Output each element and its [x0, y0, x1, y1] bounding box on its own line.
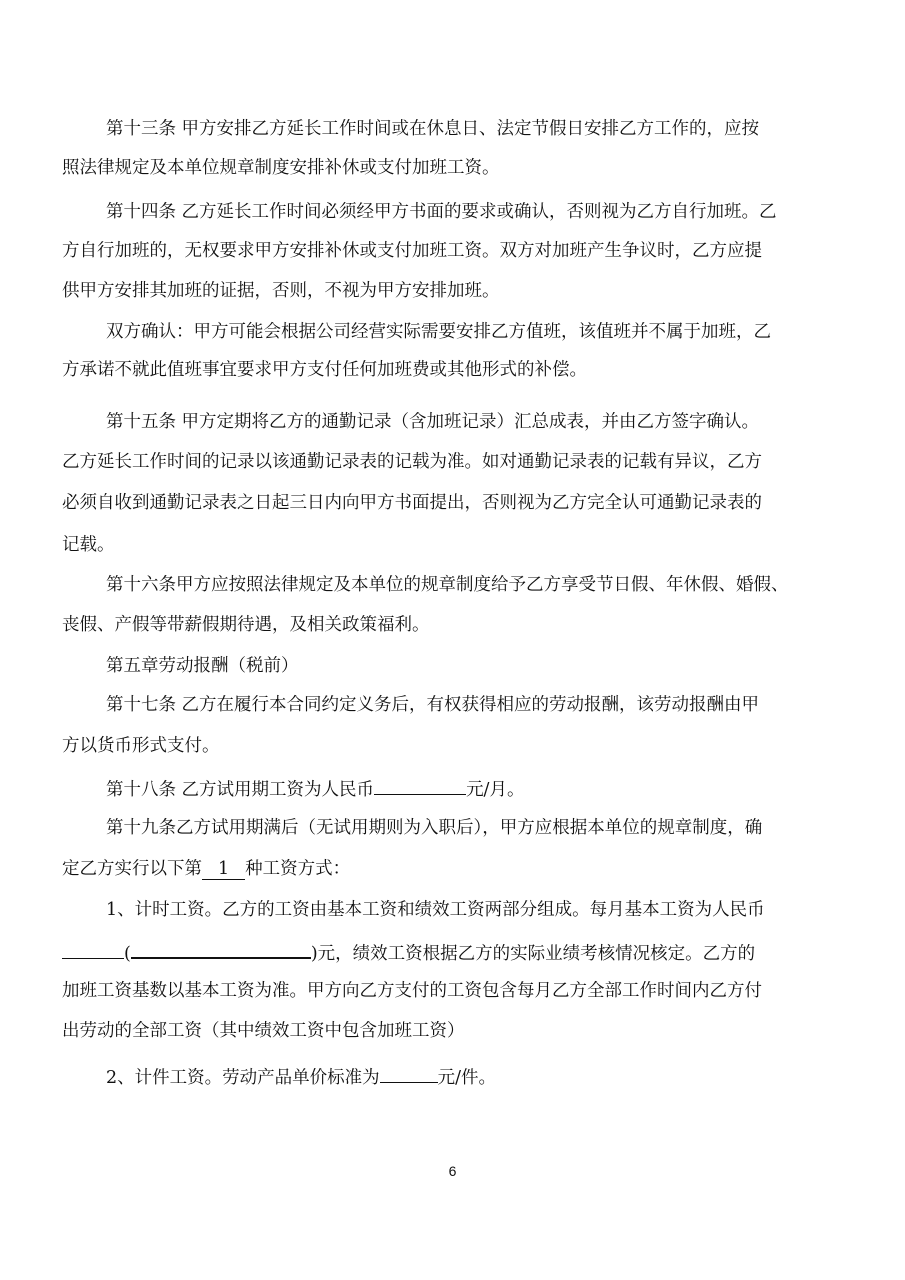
article-19-line-2 [62, 858, 350, 880]
article-19-text-end: 种工资方式： [245, 859, 351, 879]
article-18-line [106, 776, 524, 801]
article-13-line-1: 第十三条 甲方安排乙方延长工作时间或在休息日、法定节假日安排乙方工作的，应按 [106, 119, 760, 139]
article-13-line-2: 照法律规定及本单位规章制度安排补休或支付加班工资。 [62, 158, 500, 178]
page-number: 6 [448, 1163, 457, 1179]
article-15-line-2: 乙方延长工作时间的记录以该通勤记录表的记载为准。如对通勤记录表的记载有异议，乙方 [62, 452, 762, 472]
article-14-line-1: 第十四条 乙方延长工作时间必须经甲方书面的要求或确认，否则视为乙方自行加班。乙 [106, 202, 777, 222]
article-19-text: 定乙方实行以下第 [62, 859, 202, 879]
item-2-unit: 元/件。 [437, 1068, 497, 1088]
article-15-line-4: 记载。 [62, 535, 115, 555]
article-16-line-1: 第十六条甲方应按照法律规定及本单位的规章制度给予乙方享受节日假、年休假、婚假、 [106, 575, 789, 595]
article-15-line-3: 必须自收到通勤记录表之日起三日内向甲方书面提出，否则视为乙方完全认可通勤记录表的 [62, 493, 762, 513]
item-1-line-4: 出劳动的全部工资（其中绩效工资中包含加班工资） [62, 1021, 465, 1041]
article-16-line-2: 丧假、产假等带薪假期待遇，及相关政策福利。 [62, 615, 430, 635]
piece-rate-blank [380, 1064, 438, 1083]
article-18-unit: 元/月。 [466, 780, 525, 800]
item-1-line-3: 加班工资基数以基本工资为准。甲方向乙方支付的工资包含每月乙方全部工作时间内乙方付 [62, 981, 762, 1001]
article-18-text: 第十八条 乙方试用期工资为人民币 [106, 780, 375, 800]
item-2-text: 2、计件工资。劳动产品单价标准为 [106, 1068, 380, 1088]
article-17-line-1: 第十七条 乙方在履行本合同约定义务后，有权获得相应的劳动报酬，该劳动报酬由甲 [106, 695, 760, 715]
article-14-line-2: 方自行加班的，无权要求甲方安排补休或支付加班工资。双方对加班产生争议时，乙方应提 [62, 241, 762, 261]
chapter-5-heading: 第五章劳动报酬（税前） [106, 656, 299, 676]
article-17-line-2: 方以货币形式支付。 [62, 736, 220, 756]
confirmation-line-2: 方承诺不就此值班事宜要求甲方支付任何加班费或其他形式的补偿。 [62, 360, 587, 380]
article-14-line-3: 供甲方安排其加班的证据，否则，不视为甲方安排加班。 [62, 281, 500, 301]
item-1-paren-open: ( [124, 944, 131, 964]
wage-method-number: 1 [202, 859, 245, 880]
article-19-line-1: 第十九条乙方试用期满后（无试用期则为入职后），甲方应根据本单位的规章制度，确 [106, 818, 763, 838]
item-1-line-2 [62, 939, 755, 965]
base-salary-blank [62, 940, 124, 959]
probation-salary-blank [374, 776, 466, 795]
item-1-line-1: 1、计时工资。乙方的工资由基本工资和绩效工资两部分组成。每月基本工资为人民币 [106, 900, 765, 920]
item-1-line-2-text: )元，绩效工资根据乙方的实际业绩考核情况核定。乙方的 [310, 944, 756, 964]
base-salary-words-blank [131, 939, 311, 959]
confirmation-line-1: 双方确认：甲方可能会根据公司经营实际需要安排乙方值班，该值班并不属于加班，乙 [106, 322, 771, 342]
item-2-line [106, 1064, 496, 1089]
article-15-line-1: 第十五条 甲方定期将乙方的通勤记录（含加班记录）汇总成表，并由乙方签字确认。 [106, 412, 760, 432]
